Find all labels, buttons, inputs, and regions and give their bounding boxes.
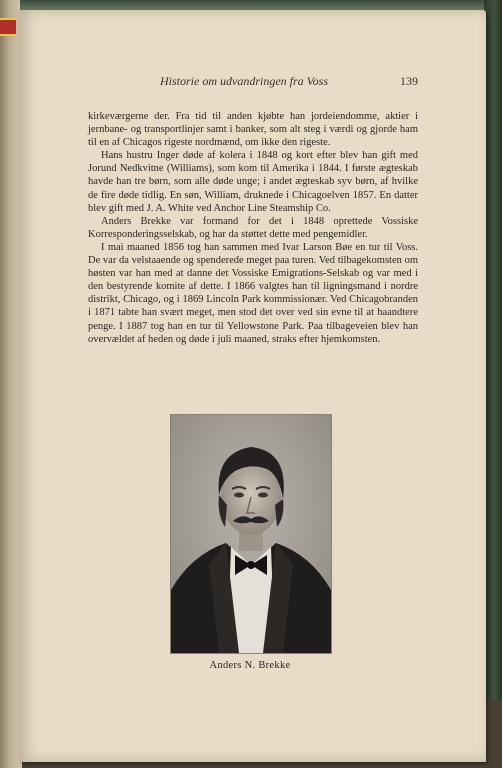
running-title: Historie om udvandringen fra Voss — [160, 74, 328, 88]
page-header — [88, 74, 418, 92]
figure-caption: Anders N. Brekke — [209, 660, 291, 671]
paragraph-1: kirkeværgerne der. Fra tid til anden kjøbte han jordeiendomme, aktier i jernbane- og transportlinjer samt i banker, som alt steg i værdi og gjorde ham til en af Chicagos rigeste nordmænd, om ikke den rigeste. — [88, 111, 418, 149]
paragraph-4: I mai maaned 1856 tog han sammen med Ivar Larson Bøe en tur til Voss. De var da velstaaende og spenderede meget paa turen. Ved tilbagekomsten om høsten var han med at danne det Vossiske Emigrations-Selskab og var med i den bestyrende komite af dette. I 1866 valgtes han til ligningsmand i nordre distrikt, Chicago, og i 1869 Lincoln Park kommissionær. Ved Chicagobranden i 1871 tabte han svært meget, men stod det over ved sin evne til at haandtere penge. I 1887 tog han en tur til Yellowstone Park. Paa tilbageveien blev han overvældet af heden og døde i juli maaned, straks efter hjemkomsten. — [88, 241, 418, 345]
paragraph-3: Anders Brekke var formand for det i 1848 oprettede Vossiske Korresponderingsselskab, og har da støttet dette med pengemidler. — [88, 215, 418, 240]
book-cover-edge — [484, 0, 502, 700]
paragraph-2: Hans hustru Inger døde af kolera i 1848 og kort efter blev han gift med Jorund Nedkvitne (Williams), som kom til Amerika i 1844. I første ægteskab havde han tre børn, som alle døde unge; i andet ægteskab syv børn, af hvilke de fire døde tidlig. En søn, William, druknede i Chicagoelven 1857. En datter blev gift med J. A. White ved Anchor Line Steamship Co. — [88, 150, 418, 214]
book-left-board — [0, 0, 22, 768]
page-number: 139 — [400, 74, 418, 88]
spine-label — [0, 18, 16, 36]
body-text — [88, 110, 418, 346]
portrait-photo — [170, 414, 332, 654]
portrait-image — [171, 415, 331, 653]
